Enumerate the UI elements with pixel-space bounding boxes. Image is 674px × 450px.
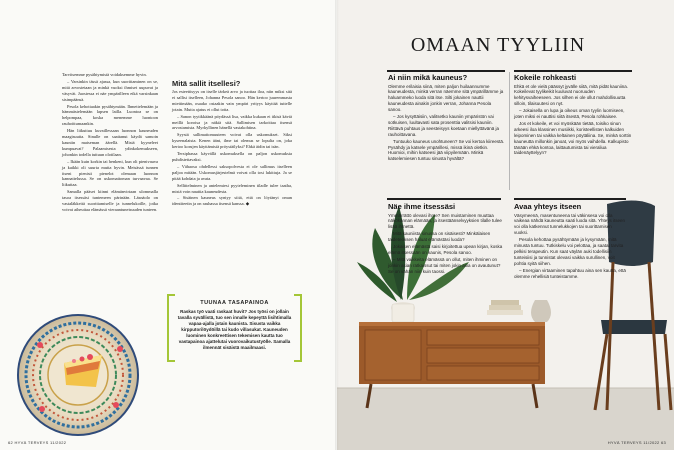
middle-column <box>172 80 292 208</box>
middle-paragraph: Syystä sallimattomuuteen voivat olla uskomukset. Siksi kyseenalaista. Kenen äänt, ilme tai olemus se lopulta on, joka kertoo korujen käyttämisiä pröystäilyksi? Ehkä äidin tai isän. <box>172 132 292 150</box>
section-heading: Näe ihme itsessäsi <box>388 202 456 211</box>
tip-bracket-left <box>167 294 175 362</box>
section-paragraph: – Mitä vaikkeita elämässä on ollut, miten ihminen on jonkin asian ratkaissut tai miten jokin asia on avautunut? Se on vähän niin kuin taossi. <box>388 256 501 274</box>
section-heading: Avaa yhteys itseen <box>514 202 582 211</box>
feature-title: OMAAN TYYLIIN <box>410 34 586 56</box>
cake-plate-photo <box>0 305 178 437</box>
middle-heading: Mitä sallit itsellesi? <box>172 79 241 88</box>
section-heading: Ai niin mikä kauneus? <box>388 73 468 82</box>
middle-paragraph: Sellittelminen ja antelemiesi pyyteleminen tiladle tulee taatha, mistä voin nauttia kauneudesta. <box>172 182 292 194</box>
section-paragraph: Olemme erilaisia siinä, miten paljon huilaannumme kauneudesta, minkä verran näemme sitä ympärillämme ja haluammeko luoda sitä itse. Silti jokainen nauttii kauneudesta ainakin jonkin verran, Johanna Pesola sanoo. <box>388 83 504 113</box>
section-column <box>514 203 626 280</box>
section-paragraph: Tuntuuko kauneus unohtuneen? Se voi kertoa kiireestä. Pysähdy ja katsele ympärillesi, missä ikinä oletkin. Huomioi, mihin katseesi jää viipyilemään. Minkä katselemiesen tuntuu sinusta hyvältä? <box>388 138 505 162</box>
intro-paragraph: Samalla pääset kiinni elämänvirtaan ulommalla tasoa itsessäsi tuntemeen pärinään. Läsnäolo on vastaläkkeitä suorittamiselle ja tunnelukoille, jotka voivat aiheuttaa elämässä vieraantuneisuuden tunteen. <box>62 189 158 212</box>
section-paragraph: Jos et kokeile, et voi myöskään tietää, toisiko sinun arkeesi iloa klassinen musiikki, koristeellisten kalkuiden leipominen tai vaikka keltainen pöytäliina. Se, minkä sorttin kauneutta millonkin janoat, voi myös vaihdella. Kalkupisto tänään ehkä kontoa, laittautumista tai vieraliua taidenäyttelyyn? <box>514 120 632 156</box>
section-paragraph: – Jos kysyttäisiin, valitsetko kauniin ympäristön vai sotkuisen, luultavasti sata prosenttia valitsisi kauniin. Riittävä puhtaus ja seesteisyys koetaan miellyttävänä ja rauhoittavana. <box>388 114 500 137</box>
section-rule <box>514 198 626 200</box>
column-divider <box>509 72 510 190</box>
middle-paragraph: – Sisäinen kauneus syntyy siitä, että on löytänyt oman identiteetin ja on rauhassa itsensä kanssa. ◆ <box>172 195 292 207</box>
section-paragraph: Jokaisen elämästä saisi kirjoitettua upean kirjan, koska elämä itsessään on kaunis, Pesola sanoo. <box>388 244 503 255</box>
intro-column <box>62 72 158 214</box>
section-rule <box>514 70 632 72</box>
middle-paragraph: Jos esteettisyys on itselle tärkeä arvo ja tuottaa iloa, niin miksi sitä ei sallisi itselleen, Johanna Pesola sanoo. Hän kertoo juuremmasta miettimään, osaako ostaakin vain ympäri yrityys käyttää tuttelle jotain. Mutta ajatus ei ollut totta. <box>172 89 292 112</box>
right-page <box>337 0 674 450</box>
section-rule <box>387 198 501 200</box>
section-paragraph: Ymmärrättö olevasi ihme? Sen muistaminen muuttaa näkökannan elämään, ja itsestäänselvyyksien tilalle tulee lisää ihmettä. <box>388 212 502 230</box>
section-paragraph: – Jokaisella on lupa ja oikeus oman tyylin luomiseen, joten miksi ei nauttisi siitä itsestä, Pesola rohkaisee. <box>514 108 625 120</box>
section-column <box>388 203 504 276</box>
middle-paragraph: Tersiphassa käyvällä uskomuksella on paljon uskomuksia puhdistettavaksi. <box>172 151 292 162</box>
section-paragraph: Mitä kauniista sinussa on sisäisesti? Minkälaisen taideteoksen haluat elämästäsi luoda? <box>388 231 491 243</box>
section-column <box>388 74 505 163</box>
intro-paragraph: Hän liikuttuu kuvaillessaan luonnon kauneuden maagisuutta. Sinulle on saattanut käydä samoin kauniin maiseman äärellä. Mistä kyyneleet kumpuavat? Palaamisesta ydinkokemukseen, johonkin todella tuttuun olotilaan. <box>62 128 158 157</box>
folio-left: 62 HYVÄ TERVEYS 11/2022 <box>8 440 67 445</box>
tip-heading: TUUNAA TASAPAINOA <box>200 300 269 306</box>
folio-right: HYVÄ TERVEYS 11/2022 63 <box>607 440 666 445</box>
tip-bracket-right <box>294 294 302 362</box>
middle-paragraph: – Sanon tyytikkäänä pöydässä lisa, vaikka kukaan ei itkisä käviä meillä koroisa ja näkiä sitä. Sallimisen tarkoittaa itsensä arvostamista. Myrkyllinen hänellä vastakohtina. <box>172 113 292 131</box>
section-heading: Kokeile rohkeasti <box>514 73 577 82</box>
tip-text: Raskas työ vaati raskaat huvit? Jos työsi on jollain tavalla syvällistä, tuo sen innalle kepeyttä lisihtimalla vapaa-ajalla jotain kaunista. Sisusta vaikka kirpputorilöydöillä tai kudo villasukat. Kauneuden luominen konkreettisen tekemisen kautta tuo vastapainoa ajattelutai vuorovaikutustyölle. Samalla ilmennät sisäistä maailmaasi. <box>177 309 292 350</box>
section-paragraph: Väsymeenä, masentuneena tai väkinsesa voi olla vaikeaa nähdä kauneutta saati luoda sitä. Yhteys itseen voi olla katkennut tunnelukkojen tai suorittamisen vuoksi. <box>514 212 625 236</box>
intro-paragraph: Pesola kehottaakin pysähtymään. Ihmettelemään ja hämmästelemään lapsen lailla. Luontoa se on helpompaa, koska menemme luontoon rauhoittumaankin. <box>62 103 158 127</box>
tip-box <box>173 300 296 351</box>
section-paragraph: Pesola kehottaa pysähtymään ja kysymään, mitä minusta tuntuu. Tutkiskelu voi pelottaa, ja saatat tarvita pelkisi terapeutin. Kun saat väylän auki todellisiin tunteisiisi ja tunnistat olevasi vaikka surullinen, voit pohtia syitä siihen. <box>514 237 624 266</box>
gutter-shadow <box>335 0 339 450</box>
section-paragraph: Ehkä et ole vielä päässyt jyvälle siitä, mitä pidät kauniina. Kokeilevat tyylikeikit kuuluvat nuoruuden kehitysvaiheeseen. Jos silhen ei ole ollut mahdollisuutta silloin, tilaisuutesi on nyt. <box>514 83 629 107</box>
section-paragraph: – Energian virtaaminen tapahtuu aina sen kautta, että olemme rehellisiä tunteistamme. <box>514 267 626 279</box>
intro-paragraph: – Varsinkin tässä ajassa, kun suorittaminen on se, mitä arvostetaan ja minkä vuoksi ihmiset uupuvat ja väsyvät. Juostessa ei näe ympärilleen eikä varsinkaan sisimpäänsä. <box>62 78 158 102</box>
section-rule <box>387 70 505 72</box>
intro-paragraph: – Ikään kuin korkin tai henkeni, kun oli pienivauva ja kaikki oli suurta mutta hyvin. Meisässä tunnen itseni pienisti pienelot olemaan luonnon kannattelussa. Se on uskomattoman turvaavaa. Se liikuttaa. <box>62 158 158 188</box>
section-column <box>514 74 632 157</box>
middle-paragraph: – Vähaosa ohdellessi saksopolvesta ei ole sallimus itselleen paljoa mitään. Uskomusjärjestelmä voivat olla tosi lukittuja. Ja se pitää kohdata ja avata. <box>172 163 292 181</box>
intro-paragraph: Tarvitsemme pysähtymistä voidaksemme hyvin. <box>62 72 147 77</box>
